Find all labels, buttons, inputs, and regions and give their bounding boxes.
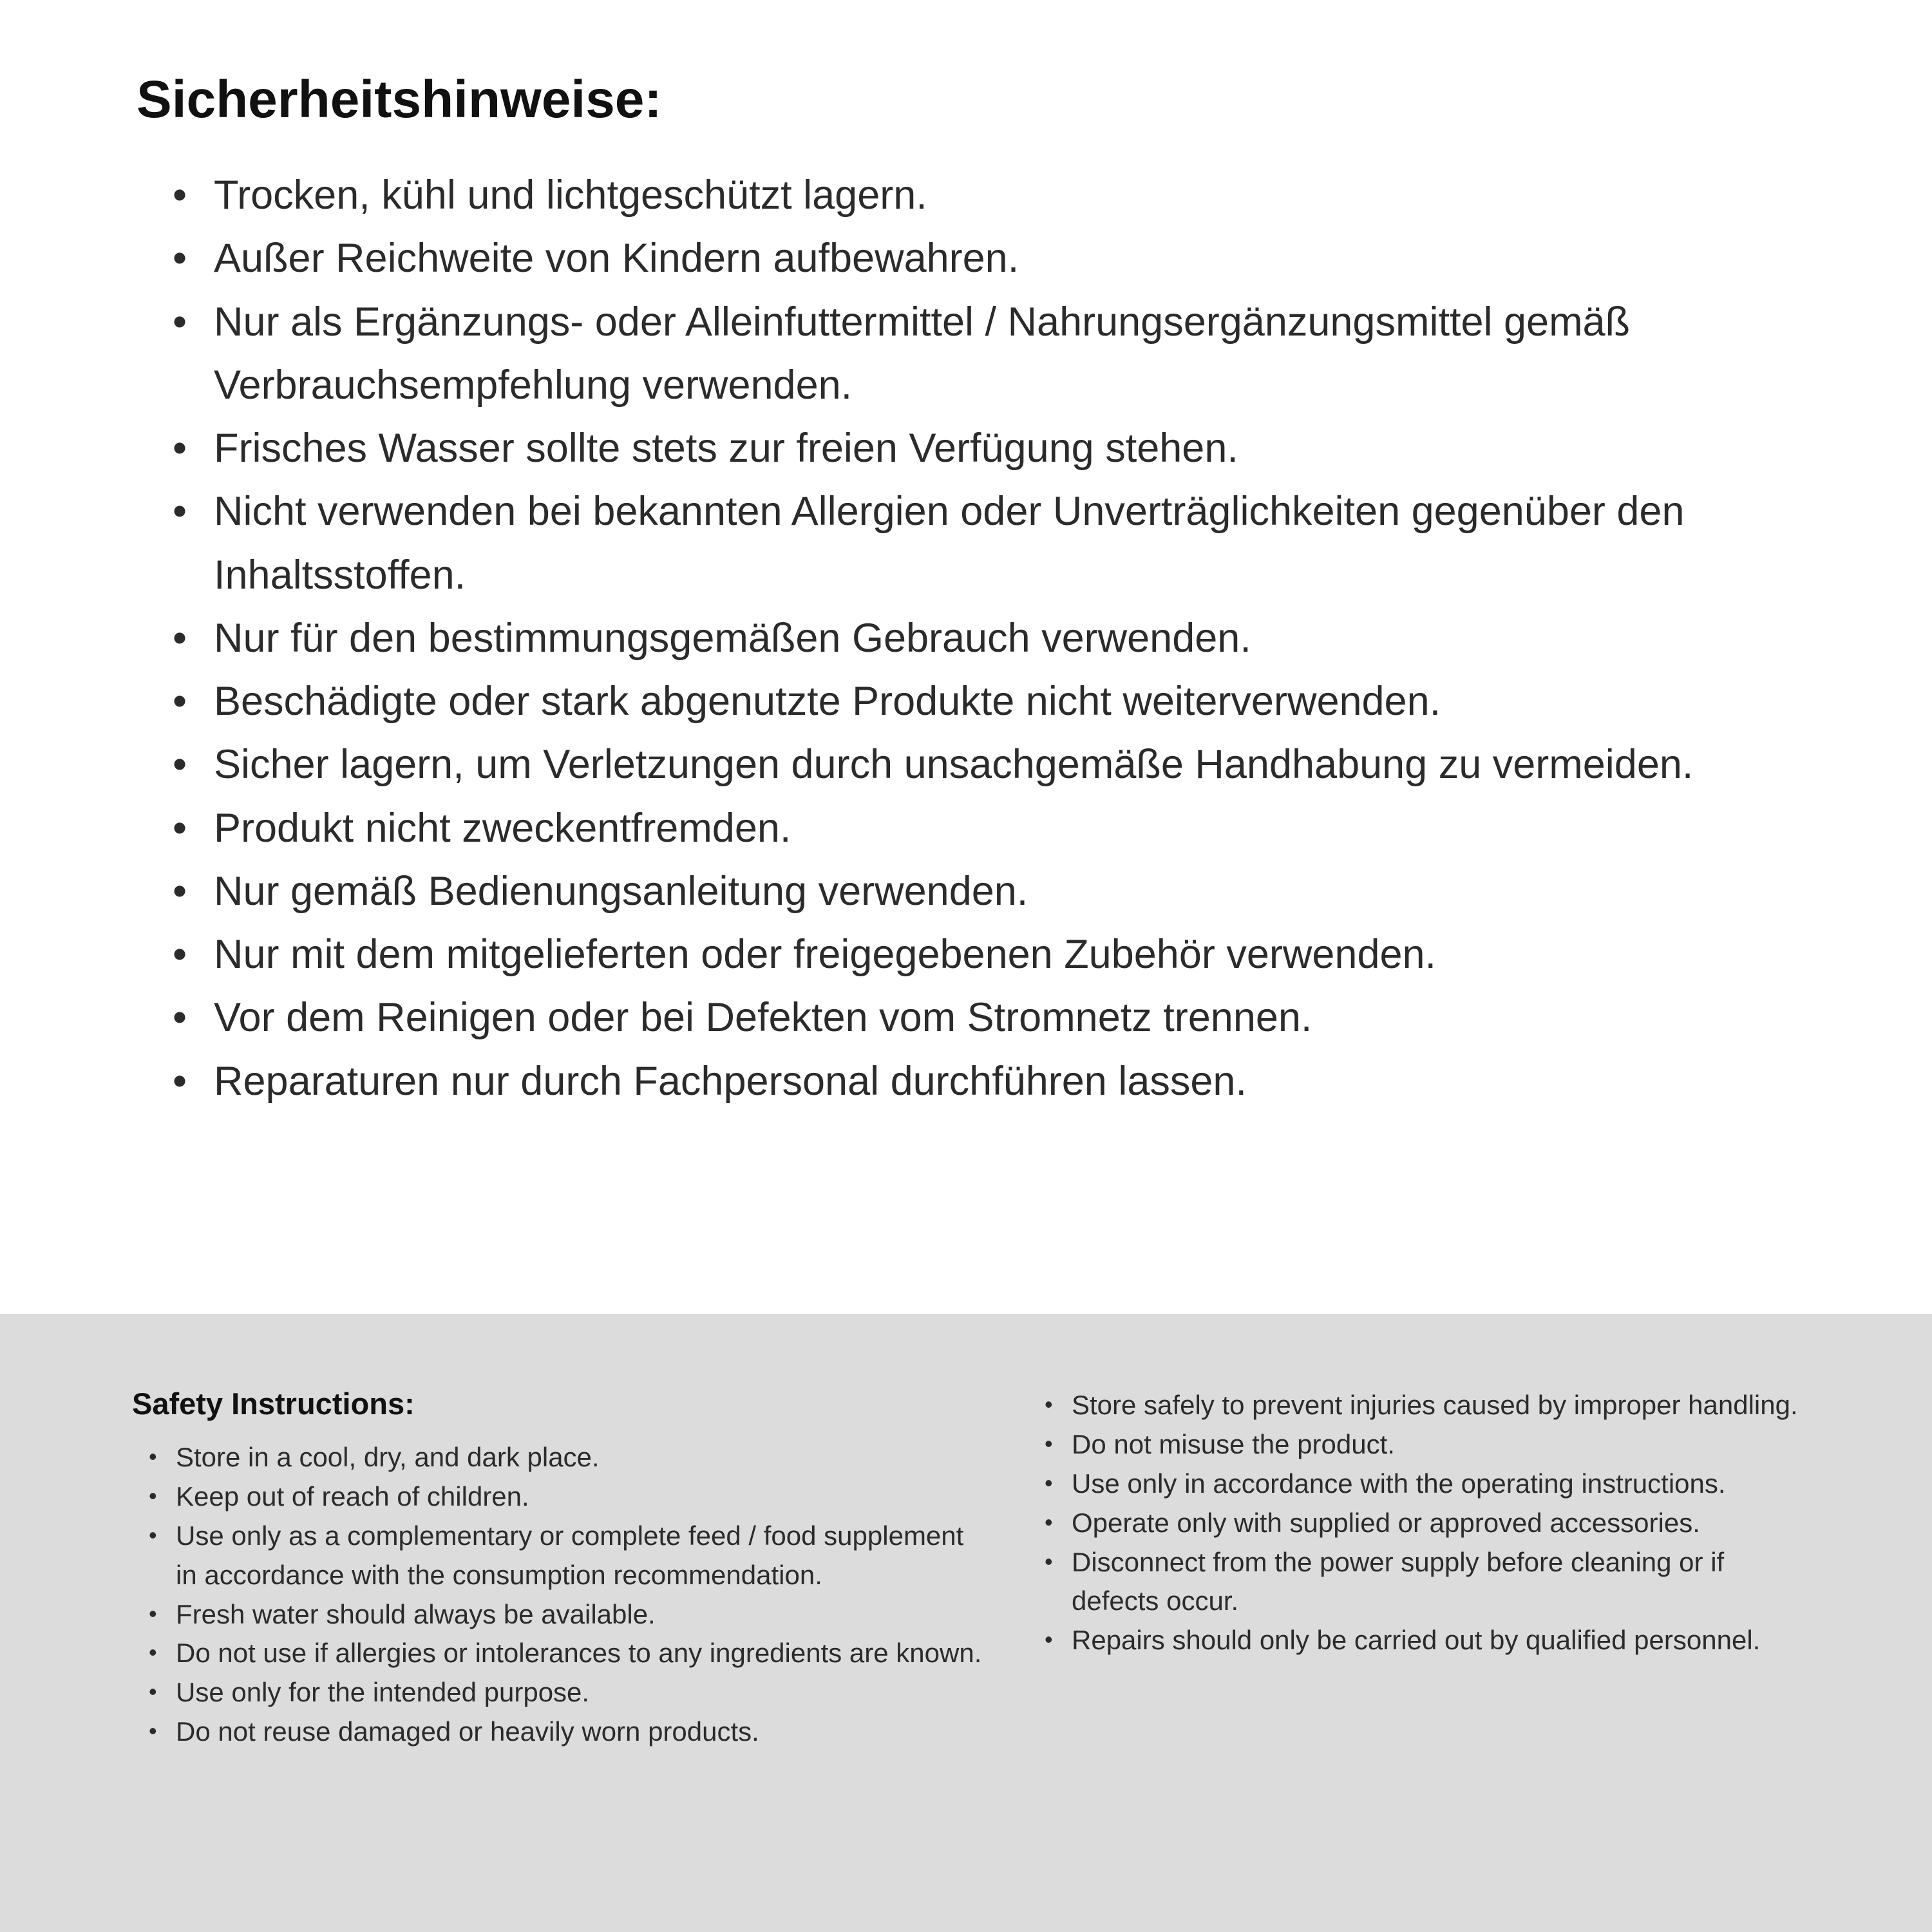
english-list-item: • Repairs should only be carried out by qualified personnel. [1043,1621,1816,1660]
german-list-item: • Frisches Wasser sollte stets zur freien Verfügung stehen. [170,417,1829,480]
english-list-item: • Fresh water should always be available. [147,1595,989,1634]
english-list-item: • Use only in accordance with the operating instructions. [1043,1464,1816,1504]
german-list-item: • Nur gemäß Bedienungsanleitung verwenden. [170,860,1829,923]
german-list-item: • Vor dem Reinigen oder bei Defekten vom Stromnetz trennen. [170,986,1829,1049]
english-section-title: Safety Instructions: [132,1387,415,1421]
english-list-item: • Do not reuse damaged or heavily worn products. [147,1712,989,1752]
english-list-item: • Store safely to prevent injuries caused by improper handling. [1043,1386,1816,1425]
german-list-item: • Beschädigte oder stark abgenutzte Produkte nicht weiterverwenden. [170,670,1829,733]
german-list-item: • Nicht verwenden bei bekannten Allergien oder Unverträglichkeiten gegenüber den Inhaltsstoffen. [170,480,1829,607]
english-list-item: • Do not misuse the product. [1043,1425,1816,1464]
german-instructions-list [137,164,1829,1113]
english-list-item: • Operate only with supplied or approved accessories. [1043,1504,1816,1543]
english-list-item: • Store in a cool, dry, and dark place. [147,1438,989,1477]
german-list-item: • Trocken, kühl und lichtgeschützt lagern. [170,164,1829,227]
english-list-item: • Do not use if allergies or intolerances to any ingredients are known. [147,1634,989,1673]
english-list-item: • Disconnect from the power supply before cleaning or if defects occur. [1043,1543,1816,1622]
german-list-item: • Nur mit dem mitgelieferten oder freigegebenen Zubehör verwenden. [170,923,1829,986]
english-list-item: • Use only for the intended purpose. [147,1673,989,1712]
english-right-column [1043,1386,1816,1660]
english-list-item: • Use only as a complementary or complete feed / food supplement in accordance with the consumption recommendation. [147,1517,989,1595]
english-instructions-list-left [132,1438,989,1752]
german-list-item: • Außer Reichweite von Kindern aufbewahren. [170,227,1829,290]
german-list-item: • Reparaturen nur durch Fachpersonal durchführen lassen. [170,1050,1829,1113]
german-list-item: • Sicher lagern, um Verletzungen durch unsachgemäße Handhabung zu vermeiden. [170,733,1829,796]
german-list-item: • Produkt nicht zweckentfremden. [170,797,1829,860]
german-list-item: • Nur für den bestimmungsgemäßen Gebrauch verwenden. [170,607,1829,670]
english-section [0,1314,1932,1932]
english-left-column [132,1386,989,1752]
german-list-item: • Nur als Ergänzungs- oder Alleinfuttermittel / Nahrungsergänzungsmittel gemäß Verbrauchsempfehlung verwenden. [170,290,1829,417]
english-list-item: • Keep out of reach of children. [147,1477,989,1517]
english-instructions-list-right [1043,1386,1816,1660]
german-section-title: Sicherheitshinweise: [137,70,662,129]
